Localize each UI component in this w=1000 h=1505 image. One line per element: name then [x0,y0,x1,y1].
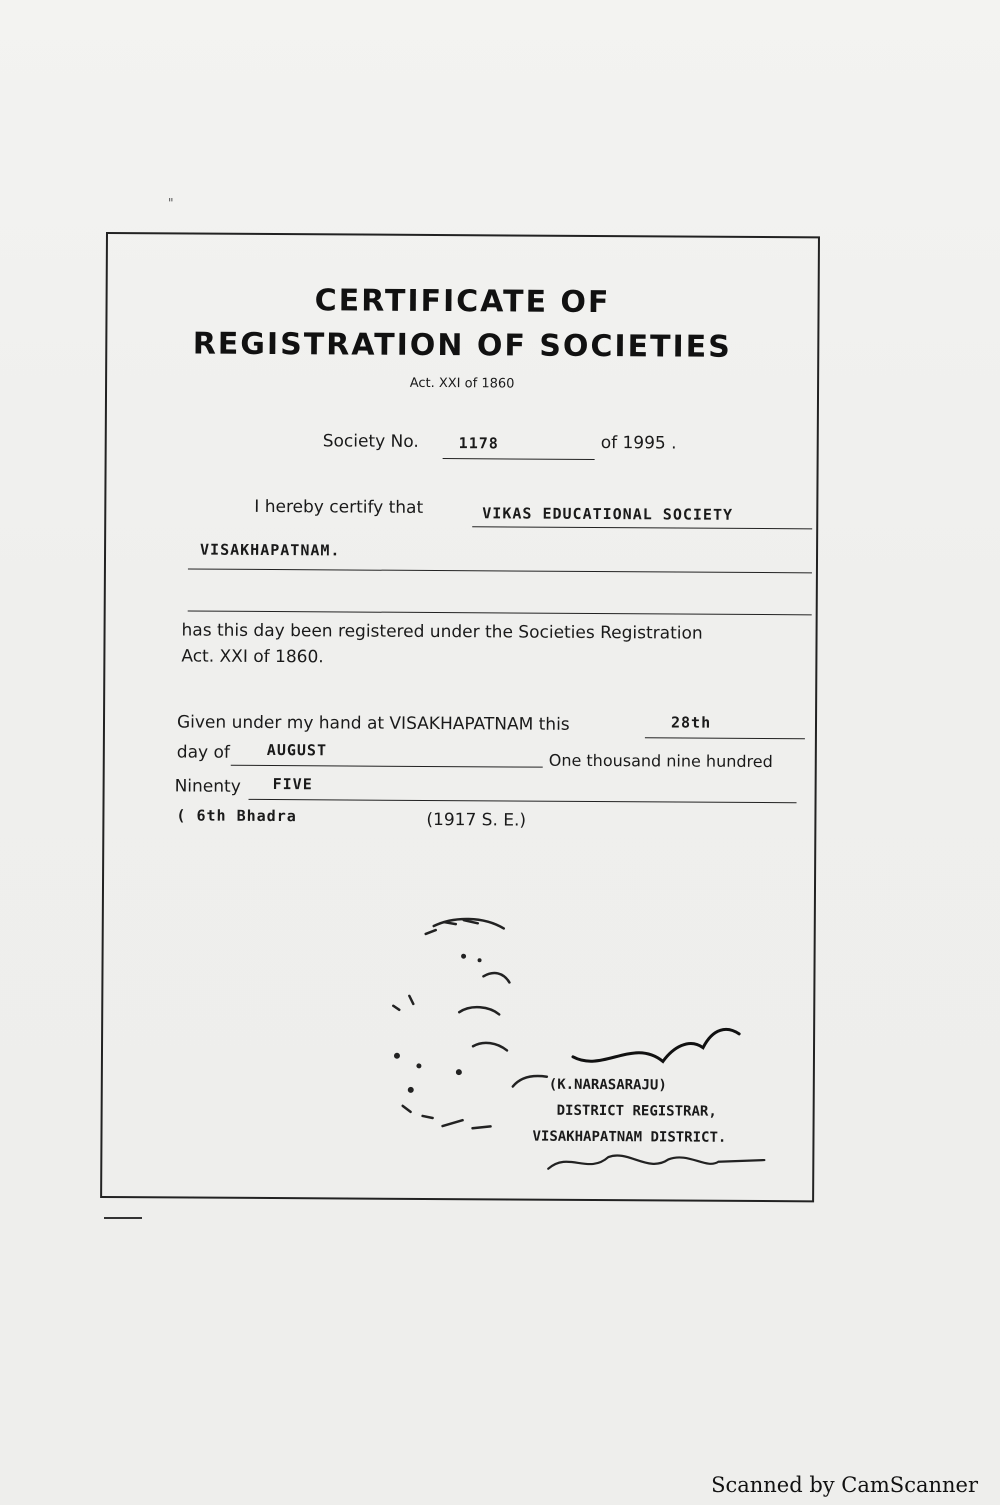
society-year: of 1995 . [600,433,677,454]
given-day-underline [645,737,805,739]
given-year-underline [249,799,797,803]
registrar-district: VISAKHAPATNAM DISTRICT. [532,1128,727,1146]
certificate [100,232,820,1202]
certify-label: I hereby certify that [254,496,424,518]
society-name-line1: VIKAS EDUCATIONAL SOCIETY [482,504,734,524]
society-number-underline [443,458,595,460]
day-of-label: day of [176,742,230,763]
society-number: 1178 [458,434,499,453]
thousand-label: One thousand nine hundred [548,750,773,772]
registrar-name: (K.NARASARAJU) [548,1076,667,1094]
page-edge-mark [104,1217,142,1219]
scanner-watermark: Scanned by CamScanner [711,1473,978,1497]
given-label: Given under my hand at VISAKHAPATNAM this [176,712,570,735]
given-month-underline [231,765,543,768]
handwritten-number [538,1147,768,1178]
society-label: Society No. [322,431,419,452]
given-year-word: FIVE [272,775,313,794]
society-name-underline2 [188,569,812,574]
certificate-title-line2: REGISTRATION OF SOCIETIES [192,326,732,365]
corner-mark: " [168,196,174,210]
registered-line2: Act. XXI of 1860. [181,646,324,668]
given-month: AUGUST [266,740,328,760]
signature-stamp-area [352,906,814,1179]
registrar-title: DISTRICT REGISTRAR, [556,1102,717,1120]
society-name-line2: VISAKHAPATNAM. [200,540,341,560]
blank-line [188,611,812,616]
society-name-underline1 [472,526,812,529]
ninety-label: Ninenty [174,776,241,797]
seal-stamp [362,916,563,1147]
registered-line1: has this day been registered under the Societies Registration [181,620,703,644]
saka-year: (1917 S. E.) [426,809,527,831]
given-day: 28th [670,713,712,732]
certificate-title-line1: CERTIFICATE OF [314,283,611,321]
saka-date: ( 6th Bhadra [176,806,297,826]
act-subtitle: Act. XXI of 1860 [409,375,515,392]
